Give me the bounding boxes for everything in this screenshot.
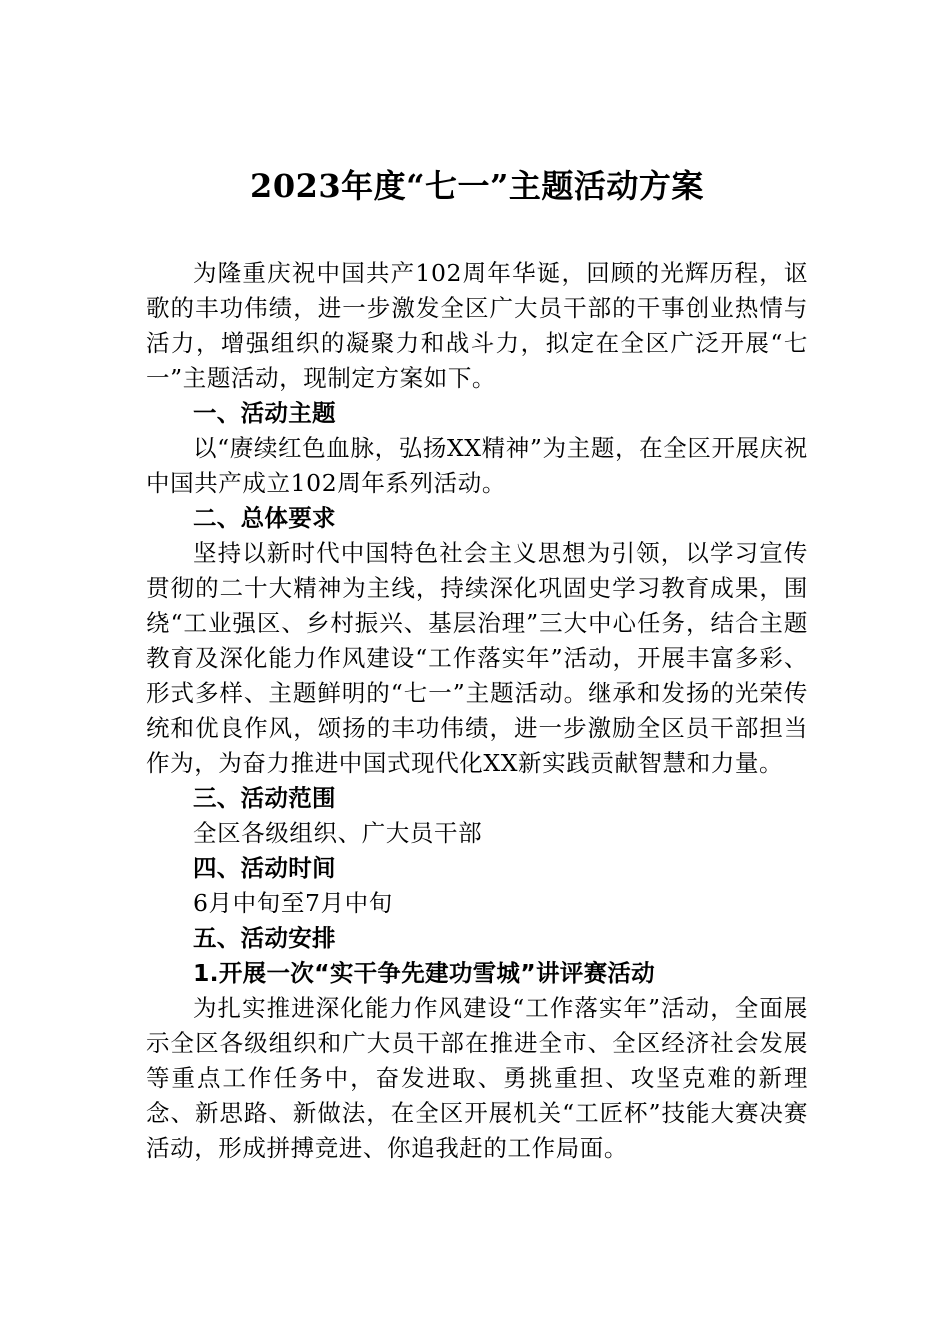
subsection-heading-contest: 1.开展一次“实干争先建功雪城”讲评赛活动 (193, 959, 655, 987)
section-heading-arrangement: 五、活动安排 (193, 924, 336, 952)
section-text-theme: 以“赓续红色血脉，弘扬XX精神”为主题，在全区开展庆祝中国共产成立102周年系列活动。 (146, 434, 808, 497)
document-body (146, 256, 808, 1166)
section-text-time: 6月中旬至7月中旬 (193, 889, 393, 917)
section-heading-theme: 一、活动主题 (193, 399, 336, 427)
section-heading-time: 四、活动时间 (193, 854, 336, 882)
section-text-scope: 全区各级组织、广大员干部 (193, 819, 483, 847)
intro-paragraph: 为隆重庆祝中国共产102周年华诞，回顾的光辉历程，讴歌的丰功伟绩，进一步激发全区广大员干部的干事创业热情与活力，增强组织的凝聚力和战斗力，拟定在全区广泛开展“七一”主题活动，现制定方案如下。 (146, 259, 808, 392)
section-text-requirements: 坚持以新时代中国特色社会主义思想为引领，以学习宣传贯彻的二十大精神为主线，持续深化巩固史学习教育成果，围绕“工业强区、乡村振兴、基层治理”三大中心任务，结合主题教育及深化能力作风建设“工作落实年”活动，开展丰富多彩、形式多样、主题鲜明的“七一”主题活动。继承和发扬的光荣传统和优良作风，颂扬的丰功伟绩，进一步激励全区员干部担当作为，为奋力推进中国式现代化XX新实践贡献智慧和力量。 (146, 539, 808, 777)
section-heading-scope: 三、活动范围 (193, 784, 336, 812)
document-title: 2023年度“七一”主题活动方案 (250, 167, 704, 205)
subsection-text-contest: 为扎实推进深化能力作风建设“工作落实年”活动，全面展示全区各级组织和广大员干部在推进全市、全区经济社会发展等重点工作任务中，奋发进取、勇挑重担、攻坚克难的新理念、新思路、新做法，在全区开展机关“工匠杯”技能大赛决赛活动，形成拼搏竞进、你追我赶的工作局面。 (146, 994, 808, 1162)
section-heading-requirements: 二、总体要求 (193, 504, 336, 532)
